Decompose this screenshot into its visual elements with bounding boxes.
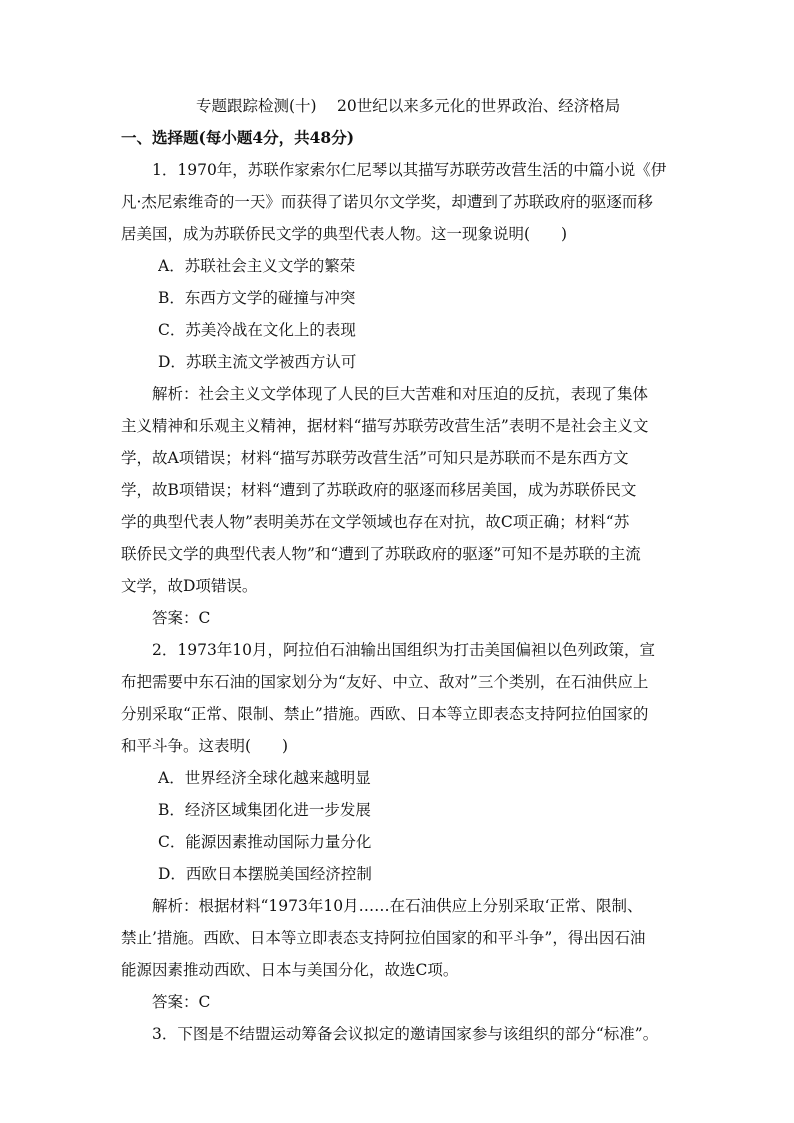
q1-analysis-line: 解析：社会主义文学体现了人民的巨大苦难和对压迫的反抗，表现了集体 bbox=[152, 385, 649, 403]
q1-stem-line: 凡·杰尼索维奇的一天》而获得了诺贝尔文学奖，却遭到了苏联政府的驱逐而移 bbox=[121, 193, 653, 211]
q2-analysis-line: 解析：根据材料“1973年10月……在石油供应上分别采取‘正常、限制、 bbox=[152, 897, 643, 915]
q2-analysis-line: 能源因素推动西欧、日本与美国分化，故选C项。 bbox=[121, 961, 459, 979]
q2-stem-line: 2．1973年10月，阿拉伯石油输出国组织为打击美国偏袒以色列政策，宣 bbox=[152, 641, 656, 659]
q1-analysis-line: 学的典型代表人物”表明美苏在文学领域也存在对抗，故C项正确；材料“苏 bbox=[121, 513, 630, 531]
q1-analysis-line: 文学，故D项错误。 bbox=[121, 577, 258, 595]
q1-option-b: B．东西方文学的碰撞与冲突 bbox=[158, 289, 356, 307]
section-heading: 一、选择题(每小题4分，共48分) bbox=[121, 128, 355, 147]
q1-option-c: C．苏美冷战在文化上的表现 bbox=[158, 321, 356, 339]
q2-option-b: B．经济区域集团化进一步发展 bbox=[158, 801, 371, 819]
q2-option-a: A．世界经济全球化越来越明显 bbox=[158, 769, 371, 787]
q2-stem-line: 分别采取“正常、限制、禁止”措施。西欧、日本等立即表态支持阿拉伯国家的 bbox=[121, 705, 649, 723]
q1-option-d: D．苏联主流文学被西方认可 bbox=[158, 353, 357, 371]
q2-option-c: C．能源因素推动国际力量分化 bbox=[158, 833, 372, 851]
q1-analysis-line: 联侨民文学的典型代表人物”和“遭到了苏联政府的驱逐”可知不是苏联的主流 bbox=[121, 545, 641, 563]
q1-stem-line: 1．1970年，苏联作家索尔仁尼琴以其描写苏联劳改营生活的中篇小说《伊 bbox=[152, 161, 667, 179]
q1-analysis-line: 主义精神和乐观主义精神，据材料“描写苏联劳改营生活”表明不是社会主义文 bbox=[121, 417, 649, 435]
q1-answer: 答案：C bbox=[152, 609, 211, 627]
q2-option-d: D．西欧日本摆脱美国经济控制 bbox=[158, 865, 372, 883]
q1-analysis-line: 学，故B项错误；材料“遭到了苏联政府的驱逐而移居美国，成为苏联侨民文 bbox=[121, 481, 637, 499]
q2-answer: 答案：C bbox=[152, 993, 211, 1011]
q2-stem-line: 和平斗争。这表明( ) bbox=[121, 737, 289, 755]
q2-analysis-line: 禁止’措施。西欧、日本等立即表态支持阿拉伯国家的和平斗争”，得出因石油 bbox=[121, 929, 646, 947]
q2-stem-line: 布把需要中东石油的国家划分为“友好、中立、敌对”三个类别，在石油供应上 bbox=[121, 673, 649, 691]
q1-stem-line: 居美国，成为苏联侨民文学的典型代表人物。这一现象说明( ) bbox=[121, 225, 568, 243]
page-title: 专题跟踪检测(十) 20世纪以来多元化的世界政治、经济格局 bbox=[196, 97, 621, 115]
q1-analysis-line: 学，故A项错误；材料“描写苏联劳改营生活”可知只是苏联而不是东西方文 bbox=[121, 449, 629, 467]
q3-stem-line: 3．下图是不结盟运动筹备会议拟定的邀请国家参与该组织的部分“标准”。 bbox=[152, 1025, 659, 1043]
q1-option-a: A．苏联社会主义文学的繁荣 bbox=[158, 257, 356, 275]
